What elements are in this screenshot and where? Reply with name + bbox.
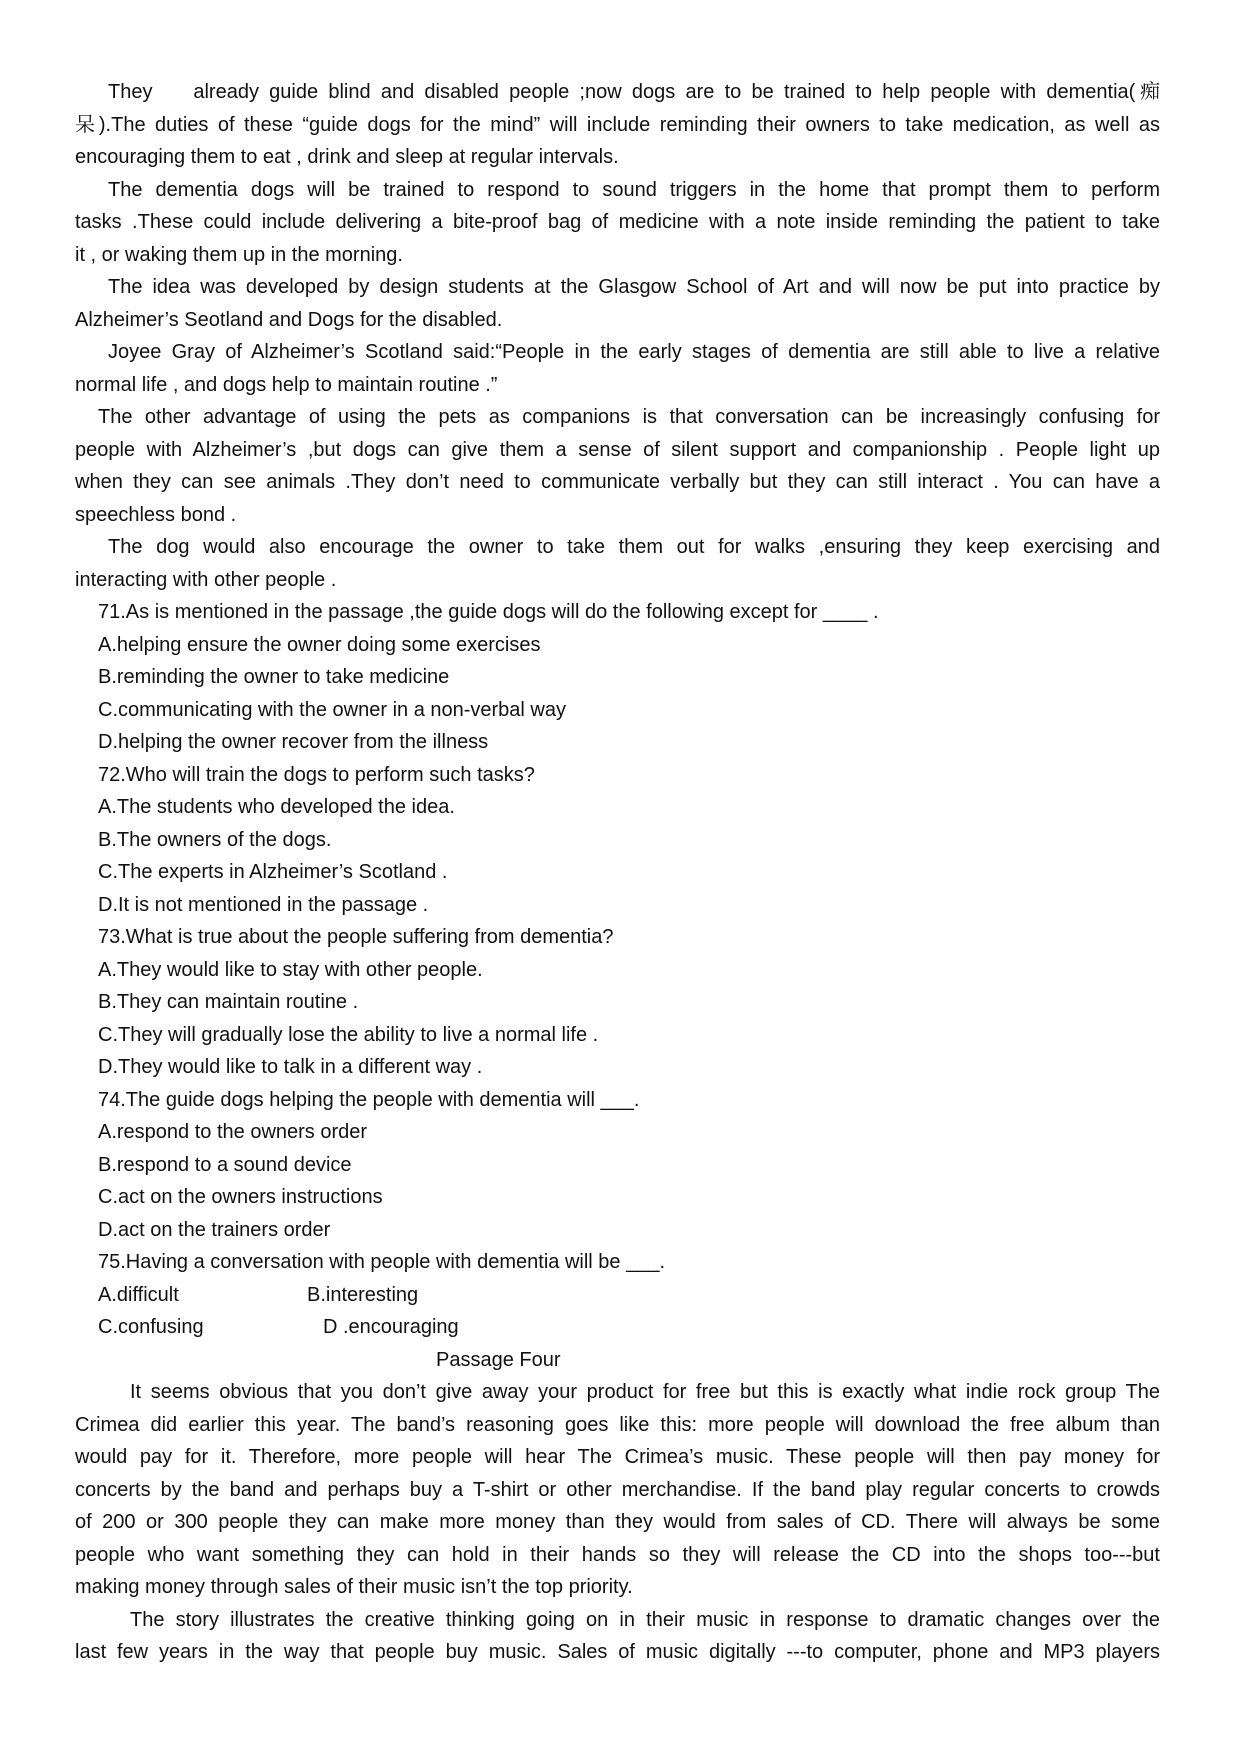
answer-option [75, 1311, 1160, 1344]
answer-option [75, 1051, 1160, 1084]
line-text: 75.Having a conversation with people with dementia will be ___. [98, 1251, 666, 1273]
line-text: C.The experts in Alzheimer’s Scotland . [98, 861, 448, 883]
answer-option [75, 661, 1160, 694]
line-text: D.They would like to talk in a different way . [98, 1056, 483, 1078]
text-line [75, 1571, 1160, 1604]
text-line: when they can see animals .They don’t need to communicate verbally but they can still interact . You can have a [75, 471, 1160, 493]
line-text: A.helping ensure the owner doing some exercises [98, 633, 541, 656]
question-line [75, 1246, 1160, 1279]
line-text: 71.As is mentioned in the passage ,the guide dogs will do the following except for ____ . [98, 601, 879, 623]
text-line: concerts by the band and perhaps buy a T-shirt or other merchandise. If the band play regular concerts to crowds [75, 1478, 1160, 1501]
answer-option [75, 629, 1160, 662]
line-text: B.They can maintain routine . [98, 991, 359, 1013]
line-text: B.reminding the owner to take medicine [98, 666, 450, 688]
answer-option [75, 856, 1160, 889]
line-text: interacting with other people . [75, 568, 337, 591]
line-text: 73.What is true about the people suffering from dementia? [98, 926, 614, 948]
text-line: people with Alzheimer’s ,but dogs can give them a sense of silent support and companionship . People light up [75, 438, 1160, 461]
text-line: The dog would also encourage the owner to take them out for walks ,ensuring they keep exercising and [108, 536, 1160, 558]
text-line [75, 499, 1160, 532]
answer-option [75, 1181, 1160, 1214]
text-line: They already guide blind and disabled people ;now dogs are to be trained to help people with dementia(痴 [108, 81, 1160, 103]
line-text: Alzheimer’s Seotland and Dogs for the disabled. [75, 308, 503, 331]
answer-option: B.interesting [307, 1283, 419, 1306]
text-line: It seems obvious that you don’t give away your product for free but this is exactly what indie rock group The [130, 1381, 1160, 1403]
answer-option [75, 1149, 1160, 1182]
text-line: tasks .These could include delivering a bite-proof bag of medicine with a note inside reminding the patient to take [75, 211, 1160, 233]
answer-option: D .encouraging [323, 1316, 459, 1338]
text-line [75, 369, 1160, 402]
line-text: 74.The guide dogs helping the people with dementia will ___. [98, 1088, 640, 1111]
answer-option [75, 694, 1160, 727]
text-line: last few years in the way that people buy music. Sales of music digitally ---to computer, phone and MP3 players [75, 1641, 1160, 1663]
line-text: C.They will gradually lose the ability to live a normal life . [98, 1023, 599, 1046]
question-line [75, 759, 1160, 792]
answer-option [75, 1214, 1160, 1247]
line-text: making money through sales of their music isn’t the top priority. [75, 1576, 633, 1598]
answer-option [75, 986, 1160, 1019]
line-text: speechless bond . [75, 503, 237, 526]
text-line: people who want something they can hold in their hands so they will release the CD into the shops too---but [75, 1543, 1160, 1566]
line-text: A.difficult [98, 1283, 179, 1306]
line-text: A.The students who developed the idea. [98, 796, 455, 818]
line-text: C.confusing [98, 1316, 204, 1338]
text-line: 呆).The duties of these “guide dogs for the mind” will include reminding their owners to take medication, as well as [75, 113, 1160, 136]
question-line [75, 1084, 1160, 1117]
answer-option [75, 1116, 1160, 1149]
text-line: The dementia dogs will be trained to respond to sound triggers in the home that prompt them to perform [108, 178, 1160, 201]
text-line: The idea was developed by design students at the Glasgow School of Art and will now be put into practice by [108, 276, 1160, 298]
text-line: Crimea did earlier this year. The band’s reasoning goes like this: more people will download the free album than [75, 1413, 1160, 1436]
answer-option [75, 889, 1160, 922]
passage-heading [75, 1344, 1160, 1377]
line-text: it , or waking them up in the morning. [75, 243, 403, 266]
answer-option [75, 824, 1160, 857]
line-text: C.communicating with the owner in a non-verbal way [98, 698, 566, 721]
line-text: normal life , and dogs help to maintain routine .” [75, 373, 498, 396]
text-line [75, 141, 1160, 174]
answer-option [75, 726, 1160, 759]
answer-option [75, 1019, 1160, 1052]
text-line [75, 564, 1160, 597]
answer-option [75, 1279, 1160, 1312]
line-text: B.respond to a sound device [98, 1153, 352, 1176]
text-line: would pay for it. Therefore, more people will hear The Crimea’s music. These people will then pay money for [75, 1446, 1160, 1468]
line-text: Passage Four [436, 1348, 561, 1371]
text-line: of 200 or 300 people they can make more money than they would from sales of CD. There will always be some [75, 1511, 1160, 1533]
line-text: 72.Who will train the dogs to perform such tasks? [98, 763, 535, 786]
text-line: The story illustrates the creative thinking going on in their music in response to dramatic changes over the [130, 1608, 1160, 1631]
question-line [75, 596, 1160, 629]
text-line: The other advantage of using the pets as companions is that conversation can be increasingly confusing for [98, 406, 1160, 428]
question-line [75, 921, 1160, 954]
text-line [75, 304, 1160, 337]
line-text: D.act on the trainers order [98, 1218, 331, 1241]
line-text: D.helping the owner recover from the illness [98, 731, 489, 753]
text-line [75, 239, 1160, 272]
line-text: B.The owners of the dogs. [98, 828, 332, 851]
text-line: Joyee Gray of Alzheimer’s Scotland said:“People in the early stages of dementia are still able to live a relative [108, 341, 1160, 363]
answer-option [75, 791, 1160, 824]
document-page [75, 76, 1160, 1669]
line-text: C.act on the owners instructions [98, 1186, 383, 1208]
line-text: A.respond to the owners order [98, 1121, 368, 1143]
answer-option [75, 954, 1160, 987]
line-text: A.They would like to stay with other people. [98, 958, 483, 981]
line-text: encouraging them to eat , drink and sleep at regular intervals. [75, 146, 619, 168]
line-text: D.It is not mentioned in the passage . [98, 893, 429, 916]
